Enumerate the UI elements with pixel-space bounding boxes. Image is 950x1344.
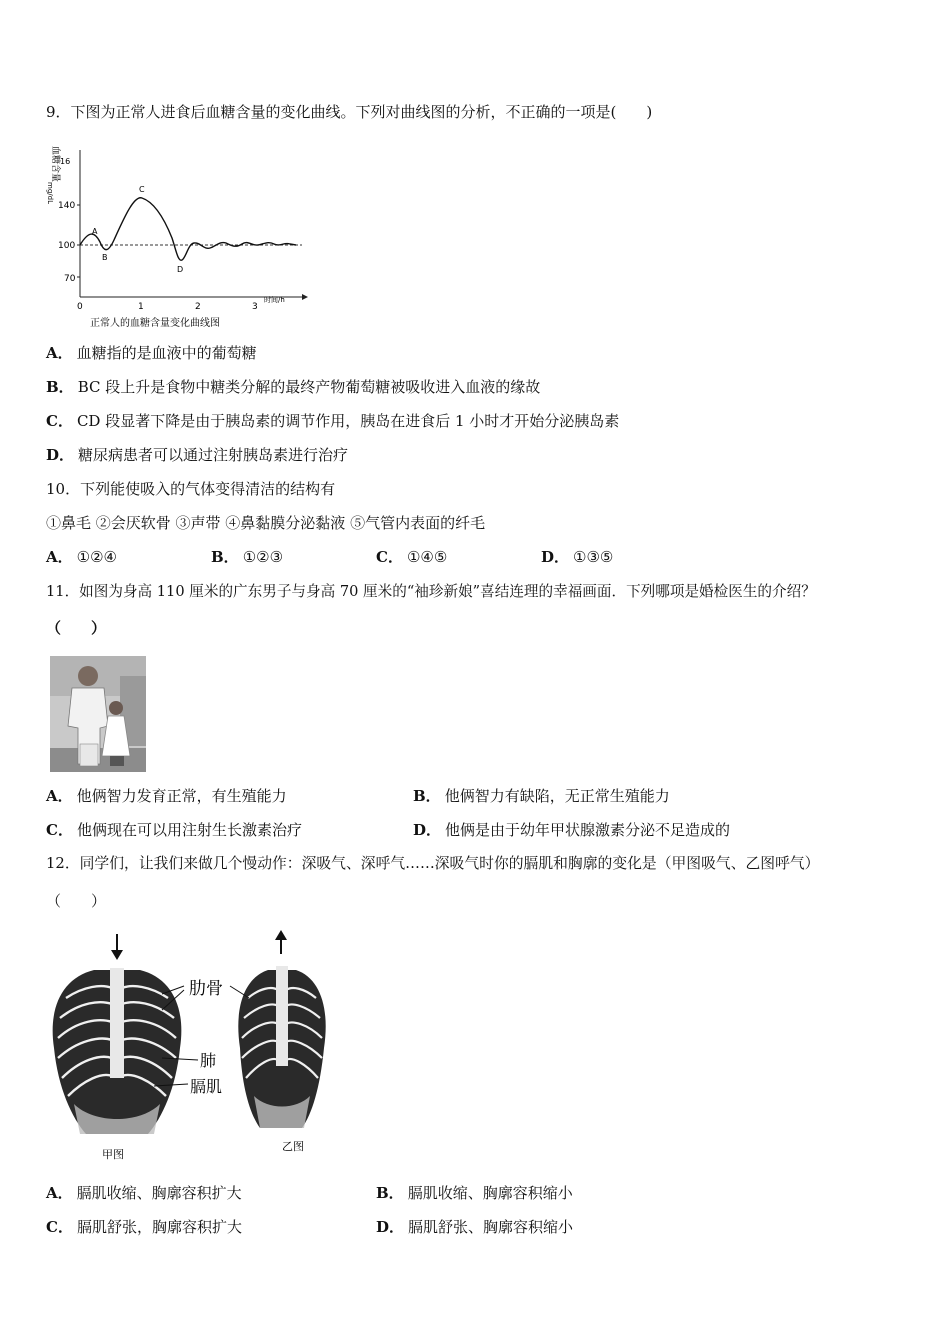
chart-ytick: 16 <box>60 157 71 166</box>
q11-stem: 11．如图为身高 110 厘米的广东男子与身高 70 厘米的“袖珍新娘”喜结连理的幸福画面．下列哪项是婚检医生的介绍？ <box>46 583 816 600</box>
chart-xtick: 2 <box>195 302 201 312</box>
chart-yunit: mg/dL <box>46 182 54 204</box>
couple-photo <box>50 656 146 772</box>
q11-paren: （ ） <box>46 619 107 637</box>
q11-option-d[interactable]: D． 他俩是由于幼年甲状腺激素分泌不足造成的 <box>413 821 731 839</box>
chart-caption: 正常人的血糖含量变化曲线图 <box>90 318 220 329</box>
chart-curve <box>80 198 296 260</box>
q12-paren: （ ） <box>46 892 107 910</box>
q10-option-a[interactable]: A． ①②④ <box>46 548 117 566</box>
label-lung: 肺 <box>200 1051 217 1070</box>
chart-ytick: 140 <box>58 201 76 211</box>
chart-point-b: B <box>102 253 108 262</box>
q11-option-b[interactable]: B． 他俩智力有缺陷，无正常生殖能力 <box>413 787 670 805</box>
chart-xlabel: 时间/h <box>264 296 285 304</box>
q10-stem: 10．下列能使吸入的气体变得清洁的结构有 <box>46 480 336 498</box>
q12-option-d[interactable]: D． 膈肌舒张、胸廓容积缩小 <box>376 1218 574 1236</box>
ribcage-exhale <box>238 966 325 1128</box>
chart-ytick: 100 <box>58 241 76 251</box>
q9-option-b[interactable]: B． BC 段上升是食物中糖类分解的最终产物葡萄糖被吸收进入血液的缘故 <box>46 378 541 396</box>
chart-ylabel: 血糖含量 <box>50 146 60 183</box>
q10-option-d[interactable]: D． ①③⑤ <box>541 548 614 566</box>
q9-option-c[interactable]: C． CD 段显著下降是由于胰岛素的调节作用，胰岛在进食后 1 小时才开始分泌胰岛素 <box>46 412 620 430</box>
label-diaphragm: 膈肌 <box>190 1077 223 1096</box>
chart-xtick: 3 <box>252 302 258 312</box>
q9-option-a[interactable]: A． 血糖指的是血液中的葡萄糖 <box>46 344 257 362</box>
q12-option-b[interactable]: B． 膈肌收缩、胸廓容积缩小 <box>376 1184 573 1202</box>
q11-option-a[interactable]: A． 他俩智力发育正常，有生殖能力 <box>46 787 287 805</box>
q12-stem: 12．同学们，让我们来做几个慢动作：深吸气、深呼气……深吸气时你的膈肌和胸廓的变化是（甲图吸气、乙图呼气） <box>46 855 820 872</box>
chart-point-c: C <box>139 185 145 194</box>
chart-point-a: A <box>92 227 98 236</box>
chart-point-d: D <box>177 265 184 274</box>
q10-items: ①鼻毛 ②会厌软骨 ③声带 ④鼻黏膜分泌黏液 ⑤气管内表面的纤毛 <box>46 514 486 532</box>
q9-option-d[interactable]: D． 糖尿病患者可以通过注射胰岛素进行治疗 <box>46 446 349 464</box>
chart-ytick: 70 <box>64 274 76 284</box>
arrow-down-icon <box>111 934 123 960</box>
q9-stem: 9．下图为正常人进食后血糖含量的变化曲线。下列对曲线图的分析，不正确的一项是( ) <box>46 103 653 121</box>
q11-option-c[interactable]: C． 他俩现在可以用注射生长激素治疗 <box>46 821 302 839</box>
chart-xtick: 0 <box>77 302 83 312</box>
ribcage-inhale <box>53 968 182 1134</box>
label-rib: 肋骨 <box>189 979 223 999</box>
arrow-up-icon <box>275 930 287 954</box>
thorax-figure <box>44 928 344 1164</box>
q12-option-a[interactable]: A． 膈肌收缩、胸廓容积扩大 <box>46 1184 242 1202</box>
caption-b: 乙图 <box>282 1140 304 1153</box>
chart-xtick: 1 <box>138 302 144 312</box>
caption-a: 甲图 <box>102 1148 124 1161</box>
blood-glucose-chart <box>44 140 309 335</box>
q12-option-c[interactable]: C． 膈肌舒张，胸廓容积扩大 <box>46 1218 242 1236</box>
q10-option-b[interactable]: B． ①②③ <box>211 548 284 566</box>
q10-option-c[interactable]: C． ①④⑤ <box>376 548 448 566</box>
